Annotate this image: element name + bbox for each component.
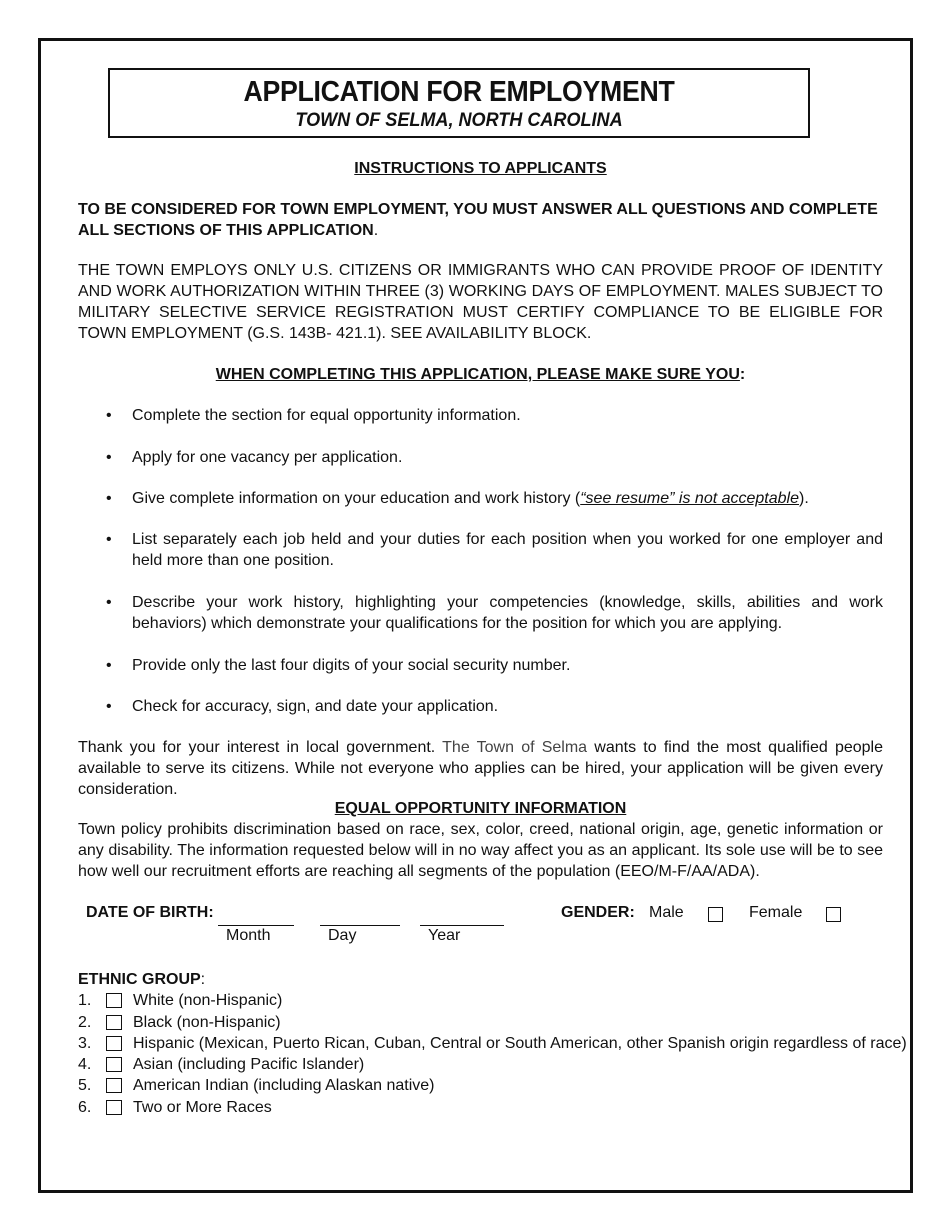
bullet-icon: •	[106, 449, 112, 466]
bullet-text-end: ).	[799, 490, 809, 507]
gender-label: GENDER:	[561, 904, 635, 921]
bullet-text	[132, 488, 883, 509]
page-title: APPLICATION FOR EMPLOYMENT	[243, 76, 675, 108]
checklist-heading-colon: :	[739, 366, 746, 383]
dob-day-field[interactable]	[320, 925, 400, 926]
notice-paragraph	[78, 199, 883, 241]
bullet-icon: •	[106, 698, 112, 715]
thanks-paragraph	[78, 737, 883, 800]
checklist-heading	[78, 364, 883, 385]
option-label: Asian (including Pacific Islander)	[133, 1056, 365, 1073]
bullet-icon: •	[106, 657, 112, 674]
ethnic-asian-checkbox[interactable]	[106, 1057, 122, 1072]
ethnic-group-heading	[78, 969, 883, 990]
option-number: 5.	[78, 1077, 92, 1094]
gender-male-checkbox[interactable]	[708, 907, 723, 922]
ethnic-hispanic-checkbox[interactable]	[106, 1036, 122, 1051]
bullet-text: Check for accuracy, sign, and date your application.	[132, 698, 499, 715]
instructions-heading: INSTRUCTIONS TO APPLICANTS	[354, 160, 607, 177]
town-name: The Town of Selma	[442, 739, 588, 756]
page-subtitle: TOWN OF SELMA, NORTH CAROLINA	[295, 110, 623, 131]
dob-month-field[interactable]	[218, 925, 294, 926]
title-box	[108, 68, 810, 138]
bullet-text: Complete the section for equal opportunity information.	[132, 407, 521, 424]
gender-female-label: Female	[749, 904, 803, 921]
ethnic-two-or-more-checkbox[interactable]	[106, 1100, 122, 1115]
option-number: 2.	[78, 1014, 92, 1031]
notice-bold-text: TO BE CONSIDERED FOR TOWN EMPLOYMENT, YOU MUST ANSWER ALL QUESTIONS AND COMPLETE ALL SECTIONS OF THIS APPLICATION	[78, 201, 878, 239]
dob-day-label: Day	[328, 927, 357, 944]
dob-month-label: Month	[226, 927, 271, 944]
ethnic-black-checkbox[interactable]	[106, 1015, 122, 1030]
option-label: Hispanic (Mexican, Puerto Rican, Cuban, Central or South American, other Spanish origin regardless of race)	[133, 1035, 907, 1052]
thanks-start: Thank you for your interest in local government.	[78, 739, 443, 756]
option-label: Black (non-Hispanic)	[133, 1014, 281, 1031]
option-number: 3.	[78, 1035, 92, 1052]
dob-year-field[interactable]	[420, 925, 504, 926]
gender-female-checkbox[interactable]	[826, 907, 841, 922]
option-number: 6.	[78, 1099, 92, 1116]
resume-note: “see resume” is not acceptable	[580, 490, 799, 507]
bullet-text: Provide only the last four digits of your social security number.	[132, 657, 571, 674]
option-label: American Indian (including Alaskan native)	[133, 1077, 435, 1094]
ethnic-white-checkbox[interactable]	[106, 993, 122, 1008]
bullet-text: List separately each job held and your duties for each position when you worked for one employer and held more than one position.	[132, 531, 883, 569]
option-label: Two or More Races	[133, 1099, 272, 1116]
bullet-icon: •	[106, 407, 112, 424]
bullet-icon: •	[106, 490, 112, 507]
dob-year-label: Year	[428, 927, 461, 944]
option-label: White (non-Hispanic)	[133, 992, 283, 1009]
bullet-text: Describe your work history, highlighting your competencies (knowledge, skills, abilities and work behaviors) which demonstrate your qualifications for the position for which you are applying.	[132, 594, 883, 632]
eeo-heading: EQUAL OPPORTUNITY INFORMATION	[334, 800, 627, 817]
option-number: 4.	[78, 1056, 92, 1073]
bullet-text: Apply for one vacancy per application.	[132, 449, 403, 466]
ethnic-group-label: ETHNIC GROUP	[78, 971, 201, 988]
checklist-heading-text: WHEN COMPLETING THIS APPLICATION, PLEASE MAKE SURE YOU	[215, 366, 740, 383]
ethnic-american-indian-checkbox[interactable]	[106, 1078, 122, 1093]
bullet-icon: •	[106, 594, 112, 611]
eeo-policy-paragraph: Town policy prohibits discrimination based on race, sex, color, creed, national origin, age, genetic information or any disability. The information requested below will in no way affect you as an applicant. Its sole use will be to see how well our recruitment efforts are reaching all segments of the population (EEO/M-F/AA/ADA).	[78, 821, 883, 880]
option-number: 1.	[78, 992, 92, 1009]
gender-male-label: Male	[649, 904, 684, 921]
ethnic-group-colon: :	[200, 971, 206, 988]
bullet-icon: •	[106, 531, 112, 548]
bullet-text-start: Give complete information on your education and work history (	[132, 490, 581, 507]
notice-end: .	[373, 222, 379, 239]
eligibility-paragraph: THE TOWN EMPLOYS ONLY U.S. CITIZENS OR IMMIGRANTS WHO CAN PROVIDE PROOF OF IDENTITY AND WORK AUTHORIZATION WITHIN THREE (3) WORKING DAYS OF EMPLOYMENT. MALES SUBJECT TO MILITARY SELECTIVE SERVICE REGISTRATION MUST CERTIFY COMPLIANCE TO BE ELIGIBLE FOR TOWN EMPLOYMENT (G.S. 143B- 421.1). SEE AVAILABILITY BLOCK.	[78, 262, 883, 342]
dob-label: DATE OF BIRTH:	[86, 904, 214, 921]
thanks-end: wants to find the most qualified people available to serve its citizens. While not everyone who applies can be hired, your application will be given every consideration.	[78, 739, 883, 798]
